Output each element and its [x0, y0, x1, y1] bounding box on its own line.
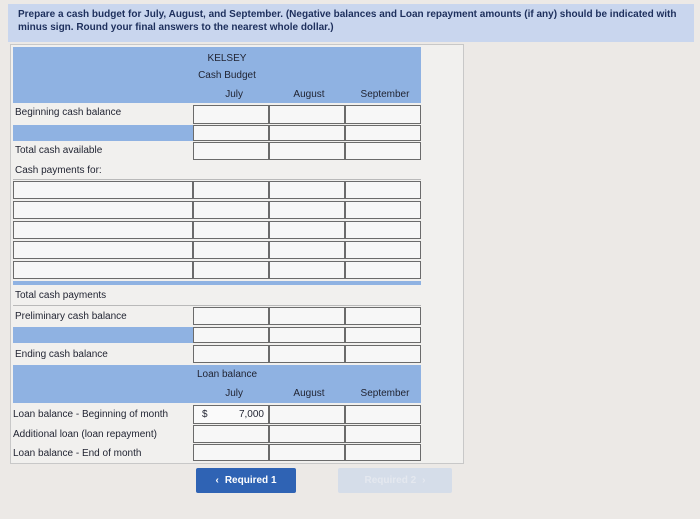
payment-5-label-input[interactable] — [13, 261, 193, 279]
loan-beginning-september-input[interactable] — [345, 405, 421, 424]
currency-sign: $ — [202, 409, 208, 420]
payment-5-august-input[interactable] — [269, 261, 345, 279]
payment-4-label-input[interactable] — [13, 241, 193, 259]
row-loan-end: Loan balance - End of month — [13, 448, 142, 459]
beginning-cash-august-input[interactable] — [269, 105, 345, 124]
total-available-august-input[interactable] — [269, 142, 345, 160]
total-available-september-input[interactable] — [345, 142, 421, 160]
row-total-cash-available: Total cash available — [15, 145, 103, 156]
ending-august-input[interactable] — [269, 345, 345, 363]
next-button-label: Required 2 — [364, 475, 417, 486]
loan-title: Loan balance — [196, 369, 258, 380]
payment-3-label-input[interactable] — [13, 221, 193, 239]
beginning-cash-july-input[interactable] — [193, 105, 269, 124]
financing-september-input[interactable] — [345, 327, 421, 343]
month-august: August — [293, 89, 325, 100]
month-july: July — [225, 89, 243, 100]
chevron-left-icon: ‹ — [215, 475, 219, 486]
payment-4-september-input[interactable] — [345, 241, 421, 259]
company-name: KELSEY — [207, 53, 247, 64]
preliminary-july-input[interactable] — [193, 307, 269, 325]
prev-button-label: Required 1 — [224, 475, 277, 486]
row-total-cash-payments: Total cash payments — [15, 290, 107, 301]
instructions-text: Prepare a cash budget for July, August, and September. (Negative balances and Loan repayment amounts (if any) should be indicated with minus sign. Round your final answers to the nearest whole dollar.) — [8, 4, 694, 42]
total-available-july-input[interactable] — [193, 142, 269, 160]
beginning-cash-september-input[interactable] — [345, 105, 421, 124]
loan-additional-july-input[interactable] — [193, 425, 269, 443]
required-2-button[interactable] — [338, 468, 452, 493]
loan-beginning-july-value — [193, 405, 269, 424]
row-ending-cash-balance: Ending cash balance — [15, 349, 108, 360]
financing-july-input[interactable] — [193, 327, 269, 343]
payment-row-spacer — [13, 281, 421, 285]
loan-beginning-july-amount: 7,000 — [238, 409, 264, 420]
loan-end-july-input[interactable] — [193, 444, 269, 461]
payment-4-august-input[interactable] — [269, 241, 345, 259]
row-beginning-cash-balance: Beginning cash balance — [15, 107, 122, 118]
loan-additional-september-input[interactable] — [345, 425, 421, 443]
divider — [13, 179, 421, 180]
row-loan-additional: Additional loan (loan repayment) — [13, 429, 157, 440]
payment-5-july-input[interactable] — [193, 261, 269, 279]
payment-2-august-input[interactable] — [269, 201, 345, 219]
payment-5-september-input[interactable] — [345, 261, 421, 279]
payment-3-july-input[interactable] — [193, 221, 269, 239]
loan-month-july: July — [225, 388, 243, 399]
chevron-right-icon: › — [422, 475, 426, 486]
loan-end-august-input[interactable] — [269, 444, 345, 461]
row-loan-beginning: Loan balance - Beginning of month — [13, 409, 169, 420]
month-september: September — [360, 89, 410, 100]
payment-4-july-input[interactable] — [193, 241, 269, 259]
payment-2-july-input[interactable] — [193, 201, 269, 219]
budget-title: Cash Budget — [198, 70, 256, 81]
ending-september-input[interactable] — [345, 345, 421, 363]
financing-august-input[interactable] — [269, 327, 345, 343]
payment-1-september-input[interactable] — [345, 181, 421, 199]
payment-1-label-input[interactable] — [13, 181, 193, 199]
row-preliminary-cash-balance: Preliminary cash balance — [15, 311, 127, 322]
receipts-august-input[interactable] — [269, 125, 345, 141]
payment-1-august-input[interactable] — [269, 181, 345, 199]
payment-1-july-input[interactable] — [193, 181, 269, 199]
preliminary-september-input[interactable] — [345, 307, 421, 325]
ending-july-input[interactable] — [193, 345, 269, 363]
payment-3-september-input[interactable] — [345, 221, 421, 239]
preliminary-august-input[interactable] — [269, 307, 345, 325]
receipts-july-input[interactable] — [193, 125, 269, 141]
payment-2-september-input[interactable] — [345, 201, 421, 219]
loan-end-september-input[interactable] — [345, 444, 421, 461]
payment-3-august-input[interactable] — [269, 221, 345, 239]
loan-additional-august-input[interactable] — [269, 425, 345, 443]
payment-2-label-input[interactable] — [13, 201, 193, 219]
loan-beginning-august-input[interactable] — [269, 405, 345, 424]
loan-month-august: August — [293, 388, 325, 399]
receipts-september-input[interactable] — [345, 125, 421, 141]
cash-budget-worksheet — [10, 44, 464, 464]
required-1-button[interactable] — [196, 468, 296, 493]
divider — [13, 305, 421, 306]
loan-month-september: September — [360, 388, 410, 399]
row-cash-payments-for: Cash payments for: — [15, 165, 102, 176]
